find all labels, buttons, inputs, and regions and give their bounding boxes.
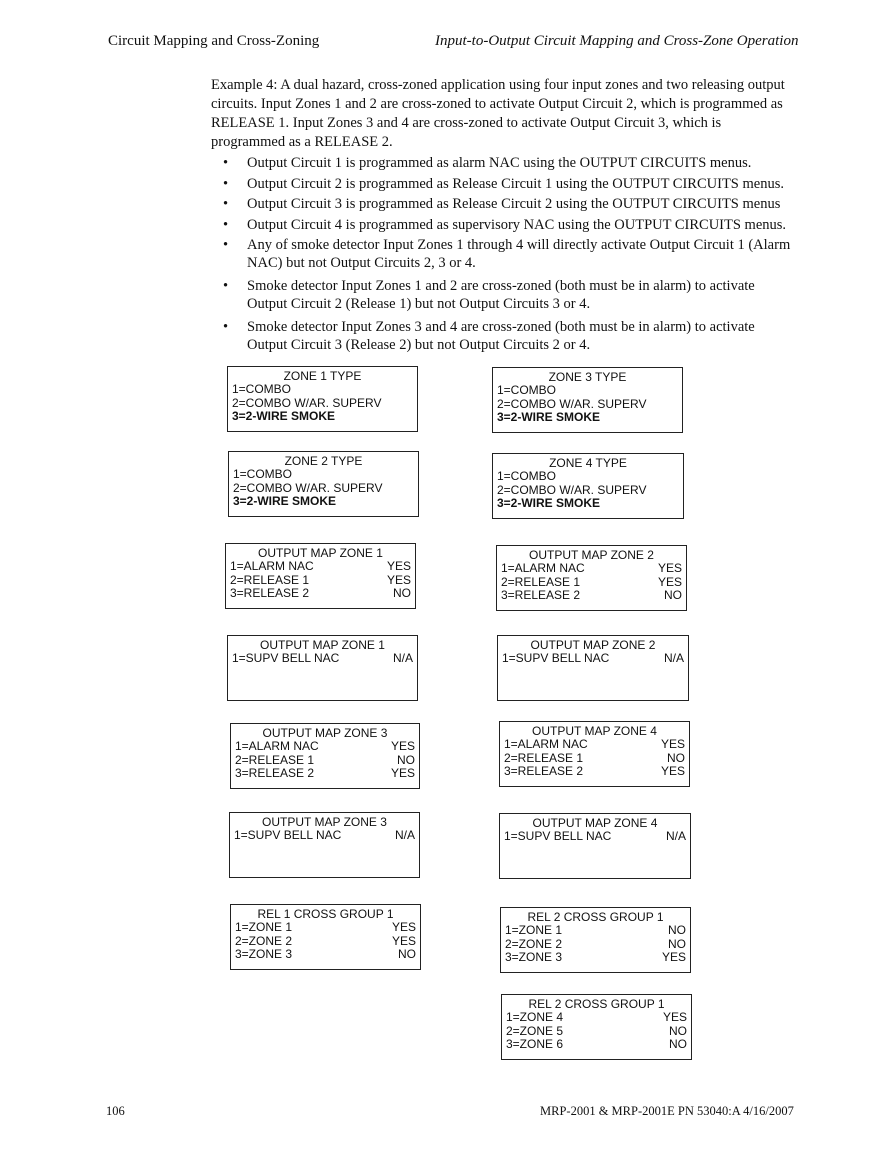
lcd-line: [505, 938, 686, 951]
lcd-line-label: 2=ZONE 2: [235, 933, 293, 948]
lcd-line-label: 1=SUPV BELL NAC: [502, 651, 610, 666]
lcd-line-label: 1=SUPV BELL NAC: [234, 828, 342, 843]
lcd-output-map-zone-1-supv: [227, 635, 418, 701]
lcd-line: [235, 740, 415, 753]
lcd-line-label: 1=COMBO: [232, 382, 292, 397]
lcd-line: [504, 738, 685, 751]
lcd-zone-1-type: [227, 366, 418, 432]
lcd-line: [235, 921, 416, 934]
lcd-line: [235, 767, 415, 780]
lcd-line: [506, 1011, 687, 1024]
lcd-line-value: YES: [657, 574, 682, 589]
lcd-line-value: N/A: [394, 828, 415, 843]
lcd-line: [235, 754, 415, 767]
lcd-line-label: 2=COMBO W/AR. SUPERV: [497, 396, 647, 411]
lcd-line-label: 2=COMBO W/AR. SUPERV: [233, 480, 383, 495]
bullet-text: Output Circuit 3 is programmed as Release Circuit 2 using the OUTPUT CIRCUITS menus: [247, 196, 781, 212]
lcd-line-label: 1=ZONE 1: [505, 923, 563, 938]
lcd-output-map-zone-4: [499, 721, 690, 787]
bullet-item: [223, 154, 797, 172]
lcd-rel-1-cross-group-1: [230, 904, 421, 970]
bullet-item: [223, 195, 797, 213]
bullet-icon: •: [223, 319, 229, 335]
lcd-line-label: 1=COMBO: [497, 469, 557, 484]
lcd-title: ZONE 4 TYPE: [549, 456, 627, 470]
lcd-line-label: 2=ZONE 2: [505, 936, 563, 951]
bullet-text: Any of smoke detector Input Zones 1 through 4 will directly activate Output Circuit 1 (Alarm NAC) but not Output Circuits 2, 3 or 4.: [247, 237, 791, 271]
lcd-line: [505, 951, 686, 964]
lcd-line-label: 3=ZONE 3: [505, 950, 563, 965]
lcd-line-label: 1=ALARM NAC: [230, 559, 314, 574]
lcd-line-value: N/A: [663, 651, 684, 666]
lcd-line: [497, 398, 678, 411]
lcd-output-map-zone-2-supv: [497, 635, 689, 701]
lcd-line-label: 3=RELEASE 2: [230, 586, 310, 601]
lcd-line-label: 3=RELEASE 2: [235, 766, 315, 781]
bullet-list: [223, 154, 797, 357]
lcd-line: [235, 948, 416, 961]
lcd-line-value: NO: [397, 752, 415, 767]
lcd-line: [230, 574, 411, 587]
lcd-line-value: N/A: [392, 651, 413, 666]
lcd-zone-2-type: [228, 451, 419, 517]
bullet-text: Output Circuit 1 is programmed as alarm NAC using the OUTPUT CIRCUITS menus.: [247, 155, 752, 171]
bullet-icon: •: [223, 216, 229, 233]
lcd-title: ZONE 3 TYPE: [548, 370, 627, 384]
lcd-title: ZONE 2 TYPE: [284, 454, 363, 468]
lcd-line: [506, 1025, 687, 1038]
example-paragraph: Example 4: A dual hazard, cross-zoned application using four input zones and two releasing output circuits. Input Zones 1 and 2 are cross-zoned to activate Output Circuit 2, which is programmed as RELEASE 1. Input Zones 3 and 4 are cross-zoned to activate Output Circuit 3, which is programmed as a RELEASE 2.: [211, 77, 785, 150]
lcd-line-label: 1=ZONE 1: [235, 920, 293, 935]
lcd-line: [501, 589, 682, 602]
lcd-output-map-zone-3: [230, 723, 420, 789]
lcd-line-label: 1=COMBO: [497, 383, 557, 398]
lcd-line-value: YES: [661, 950, 686, 965]
lcd-line-label: 1=ZONE 4: [506, 1010, 564, 1025]
lcd-zone-4-type: [492, 453, 684, 519]
lcd-line-label: 2=RELEASE 1: [235, 752, 315, 767]
lcd-line: [504, 752, 685, 765]
lcd-line-value: YES: [386, 572, 411, 587]
lcd-line: [233, 482, 414, 495]
lcd-line-value: YES: [386, 559, 411, 574]
lcd-title: REL 1 CROSS GROUP 1: [257, 907, 394, 921]
lcd-line-label: 2=RELEASE 1: [501, 574, 581, 589]
lcd-line: [497, 470, 679, 483]
lcd-line-selected: [232, 410, 413, 423]
bullet-text: Output Circuit 4 is programmed as supervisory NAC using the OUTPUT CIRCUITS menus.: [247, 216, 787, 233]
bullet-item: [223, 318, 797, 354]
lcd-title: OUTPUT MAP ZONE 3: [262, 815, 387, 829]
lcd-line-value: YES: [662, 1010, 687, 1025]
lcd-line-label: 3=ZONE 3: [235, 947, 293, 962]
lcd-line-label: 3=2-WIRE SMOKE: [233, 494, 337, 509]
lcd-line-selected: [497, 411, 678, 424]
lcd-title: REL 2 CROSS GROUP 1: [527, 910, 664, 924]
lcd-line: [234, 829, 415, 842]
running-header-section: Circuit Mapping and Cross-Zoning: [108, 33, 320, 49]
lcd-line-label: 1=ALARM NAC: [235, 739, 319, 754]
lcd-zone-3-type: [492, 367, 683, 433]
bullet-icon: •: [223, 175, 229, 192]
lcd-line-value: YES: [660, 764, 685, 779]
lcd-line-value: YES: [390, 766, 415, 781]
lcd-output-map-zone-2: [496, 545, 687, 611]
lcd-title: OUTPUT MAP ZONE 4: [532, 816, 658, 830]
running-header-chapter: Input-to-Output Circuit Mapping and Cross-Zone Operation: [435, 33, 799, 49]
lcd-line-value: YES: [390, 739, 415, 754]
lcd-line: [497, 484, 679, 497]
bullet-text: Output Circuit 2 is programmed as Release Circuit 1 using the OUTPUT CIRCUITS menus.: [247, 175, 784, 192]
lcd-line: [501, 576, 682, 589]
lcd-title: OUTPUT MAP ZONE 2: [529, 548, 654, 562]
bullet-icon: •: [223, 278, 229, 294]
bullet-icon: •: [223, 155, 229, 171]
lcd-output-map-zone-3-supv: [229, 812, 420, 878]
lcd-line: [504, 765, 685, 778]
lcd-line-selected: [233, 495, 414, 508]
lcd-line: [501, 562, 682, 575]
lcd-line-label: 1=COMBO: [233, 467, 293, 482]
lcd-line-value: NO: [398, 947, 416, 962]
page-number: 106: [106, 1104, 125, 1118]
bullet-text: Smoke detector Input Zones 1 and 2 are cross-zoned (both must be in alarm) to activate Output Circuit 2 (Release 1) but not Output Circuits 3 or 4.: [247, 278, 755, 312]
lcd-line: [505, 924, 686, 937]
lcd-line-value: NO: [393, 586, 411, 601]
lcd-line-label: 1=ALARM NAC: [501, 561, 585, 576]
lcd-line-label: 1=SUPV BELL NAC: [232, 651, 340, 666]
lcd-line-value: YES: [660, 737, 685, 752]
lcd-title: REL 2 CROSS GROUP 1: [528, 997, 665, 1011]
lcd-line: [230, 560, 411, 573]
lcd-line: [232, 383, 413, 396]
lcd-line: [232, 652, 413, 665]
lcd-line-value: NO: [668, 936, 686, 951]
bullet-text: Smoke detector Input Zones 3 and 4 are cross-zoned (both must be in alarm) to activate Output Circuit 3 (Release 2) but not Output Circuits 2 or 4.: [247, 319, 755, 353]
lcd-title: OUTPUT MAP ZONE 1: [260, 638, 385, 652]
lcd-line: [506, 1038, 687, 1051]
bullet-icon: •: [223, 196, 229, 212]
lcd-line-value: YES: [391, 920, 416, 935]
lcd-line: [497, 384, 678, 397]
bullet-item: [223, 277, 797, 313]
lcd-line-label: 3=RELEASE 2: [501, 588, 581, 603]
lcd-title: OUTPUT MAP ZONE 1: [258, 546, 383, 560]
lcd-title: OUTPUT MAP ZONE 4: [532, 724, 657, 738]
lcd-rel-2-cross-group-1: [500, 907, 691, 973]
lcd-line: [232, 397, 413, 410]
lcd-line: [233, 468, 414, 481]
document-reference: MRP-2001 & MRP-2001E PN 53040:A 4/16/2007: [540, 1104, 794, 1118]
lcd-line-value: NO: [668, 923, 686, 938]
lcd-line-label: 1=ALARM NAC: [504, 737, 588, 752]
lcd-title: OUTPUT MAP ZONE 2: [530, 638, 656, 652]
bullet-item: [223, 216, 797, 234]
bullet-icon: •: [223, 237, 229, 253]
lcd-line-label: 3=RELEASE 2: [504, 764, 584, 779]
lcd-line-label: 2=COMBO W/AR. SUPERV: [232, 395, 382, 410]
lcd-line: [235, 935, 416, 948]
lcd-output-map-zone-4-supv: [499, 813, 691, 879]
lcd-line-value: N/A: [665, 829, 686, 844]
lcd-line-label: 2=RELEASE 1: [230, 572, 310, 587]
lcd-line: [230, 587, 411, 600]
lcd-rel-2-cross-group-1-zones-4-6: [501, 994, 692, 1060]
lcd-line-label: 2=ZONE 5: [506, 1023, 564, 1038]
lcd-title: OUTPUT MAP ZONE 3: [262, 726, 388, 740]
lcd-title: ZONE 1 TYPE: [283, 369, 362, 383]
lcd-line-label: 3=2-WIRE SMOKE: [232, 409, 336, 424]
lcd-line-label: 1=SUPV BELL NAC: [504, 829, 612, 844]
lcd-line: [502, 652, 684, 665]
lcd-output-map-zone-1: [225, 543, 416, 609]
bullet-item: [223, 175, 797, 193]
lcd-line-value: NO: [664, 588, 682, 603]
bullet-item: [223, 236, 797, 272]
lcd-line-value: YES: [391, 933, 416, 948]
lcd-line-label: 2=RELEASE 1: [504, 750, 584, 765]
lcd-line-label: 3=ZONE 6: [506, 1037, 564, 1052]
lcd-line-label: 3=2-WIRE SMOKE: [497, 496, 601, 511]
lcd-line-value: NO: [667, 750, 685, 765]
lcd-line-value: NO: [669, 1023, 687, 1038]
lcd-line-value: YES: [657, 561, 682, 576]
lcd-line: [504, 830, 686, 843]
lcd-line-label: 2=COMBO W/AR. SUPERV: [497, 482, 647, 497]
lcd-line-value: NO: [669, 1037, 687, 1052]
lcd-line-label: 3=2-WIRE SMOKE: [497, 410, 601, 425]
lcd-line-selected: [497, 497, 679, 510]
